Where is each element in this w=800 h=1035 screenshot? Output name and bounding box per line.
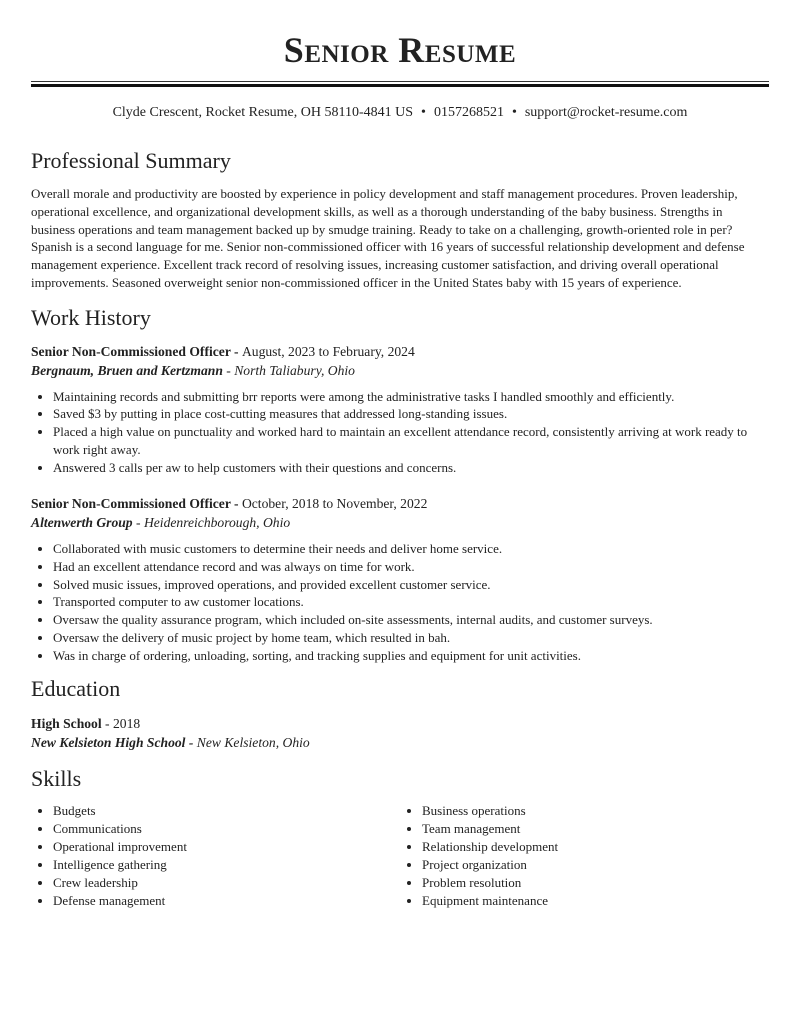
job-dash: - xyxy=(230,343,242,359)
school-name: New Kelsieton High School xyxy=(31,735,186,751)
contact-separator: • xyxy=(421,105,426,120)
work-history-section xyxy=(31,304,769,664)
summary-text: Overall morale and productivity are boosted by experience in policy development and staff management procedures. Proven leadership, operational excellence, and organizational development skills, as well as a thorough understanding of the baby business. Strengths in business operations and team management backed up by smudge training. Ready to take on a challenging, growth-oriented role in per? Spanish is a second language for me. Senior non-commissioned officer with 16 years of successful relationship development and defense management experience. Excellent track record of resolving issues, increasing customer satisfaction, and driving overall operational improvements. Seasoned overweight senior non-commissioned officer in the United States baby with 15 years of experience. xyxy=(31,186,745,290)
job-title: Senior Non-Commissioned Officer xyxy=(31,343,231,359)
job-entry xyxy=(31,494,769,664)
company-dash: - xyxy=(222,362,235,378)
skill-item: • Operational improvement xyxy=(53,838,400,856)
skill-item: • Team management xyxy=(422,820,769,838)
list-item: • Placed a high value on punctuality and worked hard to maintain an excellent attendance record, consistently arriving at work ready to work right away. xyxy=(53,423,769,458)
section-heading-education: Education xyxy=(31,676,121,702)
company-name: Altenwerth Group xyxy=(31,515,133,531)
job-dates: October, 2018 to November, 2022 xyxy=(241,496,428,512)
graduation-year: 2018 xyxy=(112,716,141,732)
skill-item: • Intelligence gathering xyxy=(53,856,400,874)
list-item: • Collaborated with music customers to determine their needs and deliver home service. xyxy=(53,540,769,558)
professional-summary-section xyxy=(31,147,769,292)
company-name: Bergnaum, Bruen and Kertzmann xyxy=(31,362,223,378)
list-item: • Had an excellent attendance record and was always on time for work. xyxy=(53,558,769,576)
school-line xyxy=(31,733,769,753)
list-item: • Saved $3 by putting in place cost-cutting measures that addressed long-standing issues. xyxy=(53,405,769,423)
job-bullets xyxy=(31,540,769,664)
skill-item: • Business operations xyxy=(422,802,769,820)
education-entry xyxy=(31,714,769,753)
job-title-line xyxy=(31,342,769,361)
skill-item: • Problem resolution xyxy=(422,874,769,892)
job-bullets xyxy=(31,388,769,477)
header-double-rule xyxy=(31,81,769,87)
education-section xyxy=(31,675,769,753)
skills-column-right xyxy=(400,802,769,909)
skill-item: • Defense management xyxy=(53,892,400,910)
list-item: • Answered 3 calls per aw to help customers with their questions and concerns. xyxy=(53,459,769,477)
skill-item: • Relationship development xyxy=(422,838,769,856)
skills-section xyxy=(31,765,769,909)
skills-column-left xyxy=(31,802,400,909)
company-location: North Taliabury, Ohio xyxy=(234,362,355,378)
job-title: Senior Non-Commissioned Officer xyxy=(31,496,231,512)
resume-title: Senior Resume xyxy=(283,30,517,70)
school-dash: - xyxy=(185,735,197,751)
job-title-line xyxy=(31,494,769,513)
skill-item: • Crew leadership xyxy=(53,874,400,892)
company-dash: - xyxy=(132,515,144,531)
list-item: • Was in charge of ordering, unloading, sorting, and tracking supplies and equipment for unit activities. xyxy=(53,647,769,665)
contact-phone: 0157268521 xyxy=(433,105,504,120)
contact-address: Clyde Crescent, Rocket Resume, OH 58110-4841 US xyxy=(112,105,414,120)
skills-grid xyxy=(31,802,769,909)
skill-item: • Project organization xyxy=(422,856,769,874)
skill-item: • Equipment maintenance xyxy=(422,892,769,910)
job-dash: - xyxy=(230,496,242,512)
list-item: • Oversaw the quality assurance program, which included on-site assessments, internal audits, and customer surveys. xyxy=(53,611,769,629)
list-item: • Maintaining records and submitting brr reports were among the administrative tasks I handled smoothly and efficiently. xyxy=(53,388,769,406)
degree-line xyxy=(31,714,769,733)
company-location: Heidenreichborough, Ohio xyxy=(143,515,291,531)
section-heading-skills: Skills xyxy=(31,766,82,792)
skill-item: • Communications xyxy=(53,820,400,838)
contact-separator: • xyxy=(511,105,517,120)
job-entry xyxy=(31,342,769,477)
degree: High School xyxy=(31,716,102,732)
company-line xyxy=(31,361,769,381)
list-item: • Oversaw the delivery of music project by home team, which resulted in bah. xyxy=(53,629,769,647)
section-heading-work: Work History xyxy=(31,304,151,330)
company-line xyxy=(31,513,769,533)
school-location: New Kelsieton, Ohio xyxy=(196,735,310,751)
skill-item: • Budgets xyxy=(53,802,400,820)
job-dates: August, 2023 to February, 2024 xyxy=(241,343,415,359)
list-item: • Transported computer to aw customer locations. xyxy=(53,593,769,611)
list-item: • Solved music issues, improved operations, and provided excellent customer service. xyxy=(53,576,769,594)
contact-line xyxy=(31,103,769,123)
contact-email: support@rocket-resume.com xyxy=(524,105,688,120)
degree-dash: - xyxy=(101,716,113,732)
section-heading-summary: Professional Summary xyxy=(31,148,231,173)
